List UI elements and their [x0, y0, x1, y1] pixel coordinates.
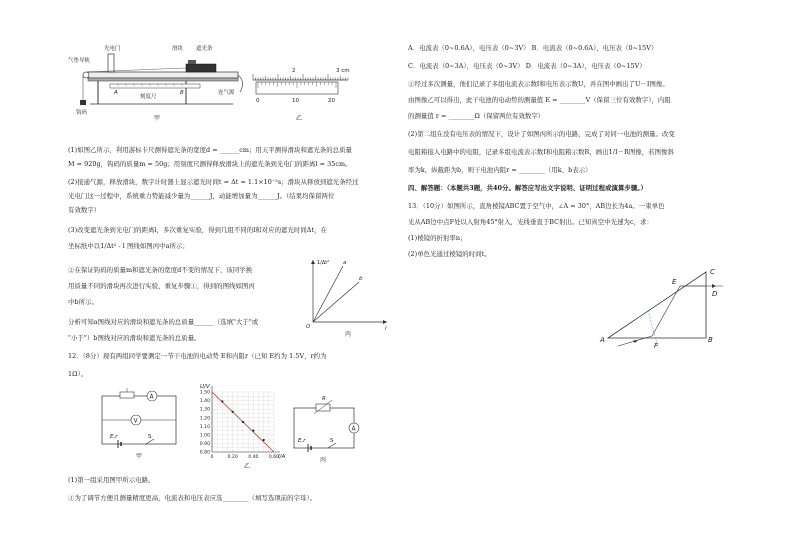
ammeter-a-label: A [149, 393, 154, 401]
q11-line-11: 分析可知a图线对应的滑块和遮光条的总质量______（选填"大于"或 [68, 318, 259, 326]
graph-c-caption: 丙 [345, 331, 352, 338]
air-track [88, 72, 238, 78]
label-a: A [114, 90, 118, 96]
prism-a: A [600, 336, 605, 344]
graph-c-a: a [343, 260, 347, 266]
q13-line-1: 13．（10分）如图所示，直角棱镜ABC置于空气中，∠A = 30°，AB边长为4a。一束单色 [408, 202, 665, 210]
ui-data-point [263, 439, 265, 441]
ui-ytick-label: 1.20 [199, 416, 210, 422]
ui-ytick-label: 0.90 [199, 442, 210, 448]
prism-figure [598, 264, 733, 349]
prism-f: F [654, 342, 659, 349]
ui-caption: 乙 [244, 463, 251, 470]
q12-line-3: (1)第一组采用图甲所示电路。 [68, 476, 155, 484]
q11-line-4: 光电门这一过程中，系统重力势能减少量为______J，动能增加量为______J。（结果均保留两位 [68, 192, 335, 200]
circuit-a-figure [96, 386, 186, 462]
caption-jia: 甲 [154, 115, 161, 122]
section-four-title: 四、解答题：（本题共3题，共40分。解答应写出文字说明、证明过程或演算步骤。） [408, 184, 647, 192]
ui-ytick-label: 1.00 [199, 433, 210, 439]
main-unit: 3 cm [336, 68, 350, 74]
q11-line-2: M = 920g，钩码的质量m = 50g；用刻度尺测得释放滑块上的遮光条到光电门的距离l = 35cm。 [68, 160, 352, 168]
prism-d: D [712, 290, 718, 298]
circuit-c-source: E,r [298, 438, 306, 444]
options-cd: C．电流表（0~3A），电压表（0~3V） D．电流表（0~3A），电压表（0~15V） [408, 62, 646, 70]
right-column [408, 0, 738, 550]
voltmeter-v-label: V [133, 417, 138, 425]
ui-ylabel: U/V [200, 384, 210, 390]
air-track-figure [68, 42, 246, 122]
q13-line-2: 光从AB边中点F处以入射角45°射入，光线垂直于BC射出。已知真空中光速为c，求： [408, 218, 653, 226]
q12-r: 的测量值 r = ________Ω（保留两位有效数字） [408, 112, 545, 120]
line-a [313, 266, 343, 322]
label-b: B [180, 90, 184, 96]
ui-data-point [242, 421, 244, 423]
circuit-c-r: R [322, 396, 326, 402]
vernier-20: 20 [328, 98, 335, 104]
graph-c-xlabel: l [385, 326, 387, 332]
circuit-c-switch: S [330, 438, 334, 444]
label-strip: 遮光条 [196, 46, 213, 52]
prism-triangle [608, 272, 706, 338]
label-weight: 钩码 [76, 110, 88, 116]
q12-part2: ②经过多次测量，他们记录了多组电流表示数I和电压表示数U，并在图中画出了U－I图像。 [408, 80, 669, 88]
ui-ytick-label: 1.50 [199, 390, 210, 396]
ui-data-point [232, 411, 234, 413]
q12-emf: 由图像乙可以得出，此干电池的电动势的测量值 E = ________V（保留三位有效数字），内阻 [408, 96, 671, 104]
q11-line-1: (1)如图乙所示，利用游标卡尺测得遮光条的宽度d = ______cm；用天平测得滑块和遮光条的总质量 [68, 146, 352, 154]
circuit-a-caption: 甲 [136, 453, 143, 460]
options-ab: A．电流表（0~0.6A），电压表（0~3V） B．电流表（0~0.6A），电压表（0~15V） [408, 44, 658, 52]
q11-line-3: (2)接通气源，释放滑块，数字计时器上显示遮光时间t = Δt = 1.1×10⁻²s；滑块从释放到遮光条经过 [68, 178, 359, 186]
ruler [110, 84, 200, 88]
q11-line-10: 中b所示。 [68, 298, 98, 306]
prism-c: C [710, 268, 715, 276]
ui-ytick-label: 1.40 [199, 399, 210, 405]
ui-data-point [221, 400, 223, 402]
graph-c-origin: O [306, 324, 311, 330]
resistance-box [316, 404, 330, 411]
main-2: 2 [292, 68, 296, 74]
q11-line-12: "小于"）b图线对应的滑块和遮光条的总质量。 [68, 334, 201, 342]
q12-line-4: ①为了调节方便且测量精度更高，电流表和电压表应选________（填写选项前的字母）。 [68, 494, 317, 502]
q13-line-4: (2)单色光通过棱镜的时间t。 [408, 250, 491, 258]
ui-ytick-label: 1.10 [199, 424, 210, 430]
q12-group2-2: 电阻箱接入电路中的电阻，记录多组电流表示数I和电阻箱示数R，画出1/I－R图像，若图像斜 [408, 148, 674, 156]
rheostat [120, 392, 134, 398]
ui-data-point [252, 429, 254, 431]
prism-e: E [672, 278, 677, 286]
graph-c-figure [303, 252, 393, 338]
q11-line-6: (3)改变遮光条到光电门的距离l，多次重复实验，得到几组不同的l和对应的遮光时间Δt，在 [68, 226, 327, 234]
ui-ytick-label: 0.80 [199, 450, 210, 456]
label-ruler: 刻度尺 [140, 94, 157, 100]
circuit-a-switch: S [148, 434, 152, 440]
label-slider: 滑块 [172, 46, 184, 52]
photogate [108, 54, 114, 72]
ui-ytick-label: 1.30 [199, 407, 210, 413]
ui-xlabel: I/A [278, 454, 286, 460]
q11-line-5: 有效数字） [68, 206, 101, 214]
circuit-c-figure [288, 396, 368, 466]
circuit-a-source: E,r [110, 434, 118, 440]
ui-xtick-label: 0.60 [268, 455, 280, 460]
q12-line-1: 12．（8分）现有两组同学要测定一节干电池的电动势 E和内阻r（已知 E约为 1.5V，r约为 [68, 352, 327, 360]
caption-yi: 乙 [296, 115, 303, 122]
ui-xtick-label: 0.40 [248, 455, 259, 460]
q12-line-2: 1Ω）。 [68, 370, 88, 378]
slider [186, 64, 216, 72]
q13-line-3: (1)棱镜的折射率n； [408, 234, 467, 242]
vernier-10: 10 [292, 98, 299, 104]
ui-xtick-label: 0 [210, 455, 214, 460]
q12-group2-3: 率为k，纵截距为b，则干电池内阻r = ________（用k、b表示） [408, 166, 592, 174]
label-gate: 光电门 [104, 46, 121, 52]
q11-line-7: 坐标纸中以1/Δt² - l 图线如图丙中a所示； [68, 242, 189, 250]
graph-c-ylabel: 1/Δt² [317, 260, 330, 266]
prism-b: B [708, 336, 713, 344]
circuit-c-caption: 丙 [320, 457, 327, 464]
line-b [313, 282, 359, 322]
graph-c-b: b [359, 276, 363, 282]
q11-line-8: ②在保证钩码的质量m和遮光条的宽度d不变的情况下，该同学换 [68, 266, 253, 274]
hook-weight [80, 100, 86, 105]
vernier-0: 0 [256, 98, 260, 104]
label-track: 气垫导轨 [68, 58, 91, 64]
left-column [68, 0, 398, 550]
caliper-figure [248, 62, 358, 124]
q12-group2-1: (2)第二组在没有电压表的情况下，设计了如图丙所示的电路，完成了对同一电池的测量。改变 [408, 130, 675, 138]
ui-graph-figure [190, 380, 290, 470]
ui-xtick-label: 0.20 [227, 455, 238, 460]
circuit-c-ammeter: A [351, 425, 356, 433]
q11-line-9: 用质量不同的滑块再次进行实验，重复步骤①，得到的图线如图丙 [68, 282, 255, 290]
label-air: 连气源 [218, 90, 235, 96]
